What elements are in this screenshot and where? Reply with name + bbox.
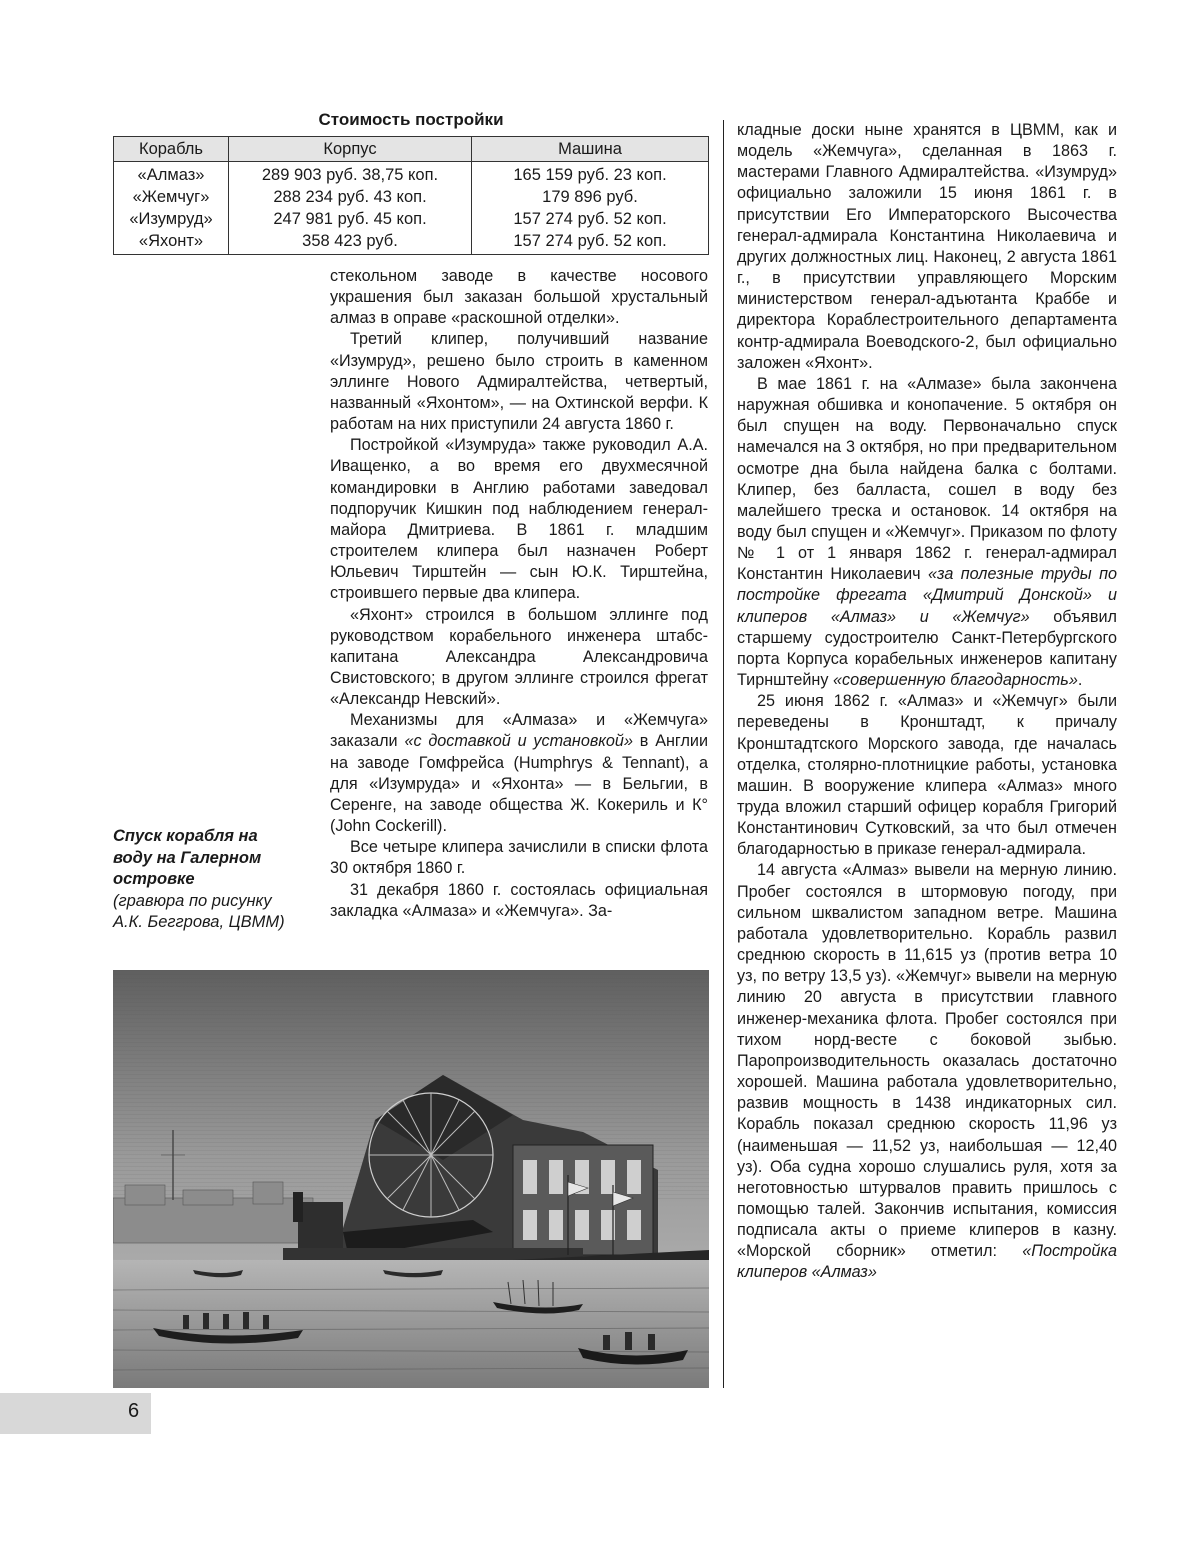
table-cell: «Жемчуг» <box>114 186 229 208</box>
cost-table <box>113 136 709 255</box>
text-run: В мае 1861 г. на «Алмазе» была закончена наружная обшивка и конопачение. 5 октября он был спущен на воду. Первоначально спуск намечался на 3 октября, но при предварительном осмотре дна была найдена балка с болтами. Клипер, без балласта, сошел в воду без малейшего треска и остановок. 14 октября на воду был спущен и «Жемчуг». Приказом по флоту № 1 от 1 января 1862 г. генерал-адмирал Константин Николаевич <box>737 374 1117 584</box>
paragraph: Третий клипер, получивший название «Изумруд», решено было строить в каменном эллинге Нового Адмиралтейства, четвертый, названный «Яхонтом», — на Охтинской верфи. К работам на них приступили 24 августа 1860 г. <box>330 330 708 434</box>
table-cell: 288 234 руб. 43 коп. <box>229 186 472 208</box>
table-cell: «Яхонт» <box>114 230 229 255</box>
text-run: в Англии на заводе Гомфрейса (Humphrys & Tennant), а для «Изумруда» и «Яхонта» — в Бельгии, в Серенге, на заводе общества Ж. Кокериль и К° (John Cockerill). <box>330 732 709 836</box>
page-number: 6 <box>128 1400 140 1422</box>
table-header-row <box>114 137 709 162</box>
table-cell: 165 159 руб. 23 коп. <box>472 162 709 187</box>
table-cell: 358 423 руб. <box>229 230 472 255</box>
italic-quote: «за полезные труды по постройке фрегата «Дмитрий Донской» и клиперов «Алмаз» и «Жемчуг» <box>737 565 1118 626</box>
header-engine: Машина <box>472 137 709 162</box>
italic-quote: «совершенную благодарность» <box>832 671 1078 690</box>
paragraph: стекольном заводе в качестве носового украшения был заказан большой хрустальный алмаз в оправе «раскошной отделки». <box>330 267 708 328</box>
table-cell: 157 274 руб. 52 коп. <box>472 230 709 255</box>
paragraph <box>737 860 1117 1283</box>
caption-title: Спуск корабля на воду на Галерном островке <box>113 827 262 888</box>
paragraph: кладные доски ныне хранятся в ЦВММ, как и модель «Жемчуга», сделанная в 1863 г. мастерами Главного Адмиралтейства. «Изумруд» официально заложили 15 июня 1861 г. в присутствии Его Императорского Высочества генерал-адмирала Константина Николаевича и других должностных лиц. Наконец, 2 августа 1861 г., в присутствии управляющего Морским министерством генерал-адъютанта Краббе и директора Кораблестроительного департамента контр-адмирала Воеводского-2, был официально заложен «Яхонт». <box>737 121 1117 372</box>
table-cell: «Изумруд» <box>114 208 229 230</box>
text-run: Механизмы для «Алмаза» и «Жемчуга» заказали <box>330 711 708 751</box>
figure-caption <box>113 826 293 934</box>
paragraph: Постройкой «Изумруда» также руководил А.А. Иващенко, а во время его двухмесячной командировки в Англию работами заведовал подпоручик Кишкин под наблюдением генерал-майора Дмитриева. В 1861 г. младшим строителем клипера был назначен Роберт Юльевич Тирштейн — сын Ю.К. Тирштейна, строившего первые два клипера. <box>330 436 708 603</box>
header-hull: Корпус <box>229 137 472 162</box>
paragraph: «Яхонт» строился в большом эллинге под руководством корабельного инженера штабс-капитана Александра Александровича Свистовского; в другом эллинге строился фрегат «Александр Невский». <box>330 605 708 709</box>
paragraph: 25 июня 1862 г. «Алмаз» и «Жемчуг» были переведены в Кронштадт, к причалу Кронштадтского Морского завода, где началась отделка, столярно-плотницкие работы, установка машин. В вооружение клипера «Алмаз» много труда вложил старший офицер корабля Григорий Константинович Сутковский, за что был отмечен благодарностью в приказе генерал-адмирала. <box>737 692 1117 859</box>
caption-credit: (гравюра по рисунку А.К. Беггрова, ЦВММ) <box>113 891 285 931</box>
cost-table-title: Стоимость постройки <box>318 110 504 129</box>
engraving-illustration <box>113 970 709 1388</box>
paragraph <box>737 374 1117 691</box>
table-cell: 157 274 руб. 52 коп. <box>472 208 709 230</box>
table-cell: 289 903 руб. 38,75 коп. <box>229 162 472 187</box>
chimney <box>293 1192 303 1222</box>
middle-text-column <box>330 266 708 922</box>
text-run: . <box>1077 671 1083 690</box>
table-row <box>114 230 709 255</box>
text-run: 14 августа «Алмаз» вывели на мерную линию. Пробег состоялся в штормовую погоду, при сильном шквалистом западном ветре. Машина работала удовлетворительно. Корабль развил среднюю скорость в 11,615 уз (против ветра 10 уз, по ветру 13,5 уз). «Жемчуг» вывели на мерную линию 20 августа в присутствии главного инженер-механика флота. Пробег состоялся при тихом норд-весте с боковой зыбью. Паропроизводительность оказалась достаточно хорошей. Машина работала удовлетворительно, развив мощность в 1438 индикаторных сил. Корабль показал среднюю скорость 11,96 уз (наименьшая — 11,52 уз, наибольшая — 12,40 уз). Оба судна хорошо слушались руля, хотя за неготовностью штурвалов править пришлось с помощью талей. Закончив испытания, комиссия подписала акты о приеме клиперов в казну. «Морской сборник» отметил: <box>737 861 1117 1261</box>
paragraph: Все четыре клипера зачислили в списки флота 30 октября 1860 г. <box>330 838 708 878</box>
italic-quote: «с доставкой и установкой» <box>404 732 633 751</box>
column-divider <box>723 120 724 1388</box>
text-run: объявил старшему судостроителю Санкт-Петербургского порта Корпуса корабельных инженеров капитану Тирнштейну <box>737 607 1118 690</box>
header-ship: Корабль <box>114 137 229 162</box>
table-row <box>114 208 709 230</box>
table-cell: «Алмаз» <box>114 162 229 187</box>
table-cell: 247 981 руб. 45 коп. <box>229 208 472 230</box>
engraving-ship-launch-image <box>113 970 709 1388</box>
paragraph: 31 декабря 1860 г. состоялась официальная закладка «Алмаза» и «Жемчуга». За- <box>330 880 708 920</box>
paragraph <box>330 710 708 837</box>
table-row <box>114 162 709 187</box>
right-text-column <box>737 120 1117 1284</box>
italic-quote: «Постройка клиперов «Алмаз» <box>737 1242 1118 1282</box>
table-cell: 179 896 руб. <box>472 186 709 208</box>
table-row <box>114 186 709 208</box>
factory-building <box>298 1202 343 1252</box>
